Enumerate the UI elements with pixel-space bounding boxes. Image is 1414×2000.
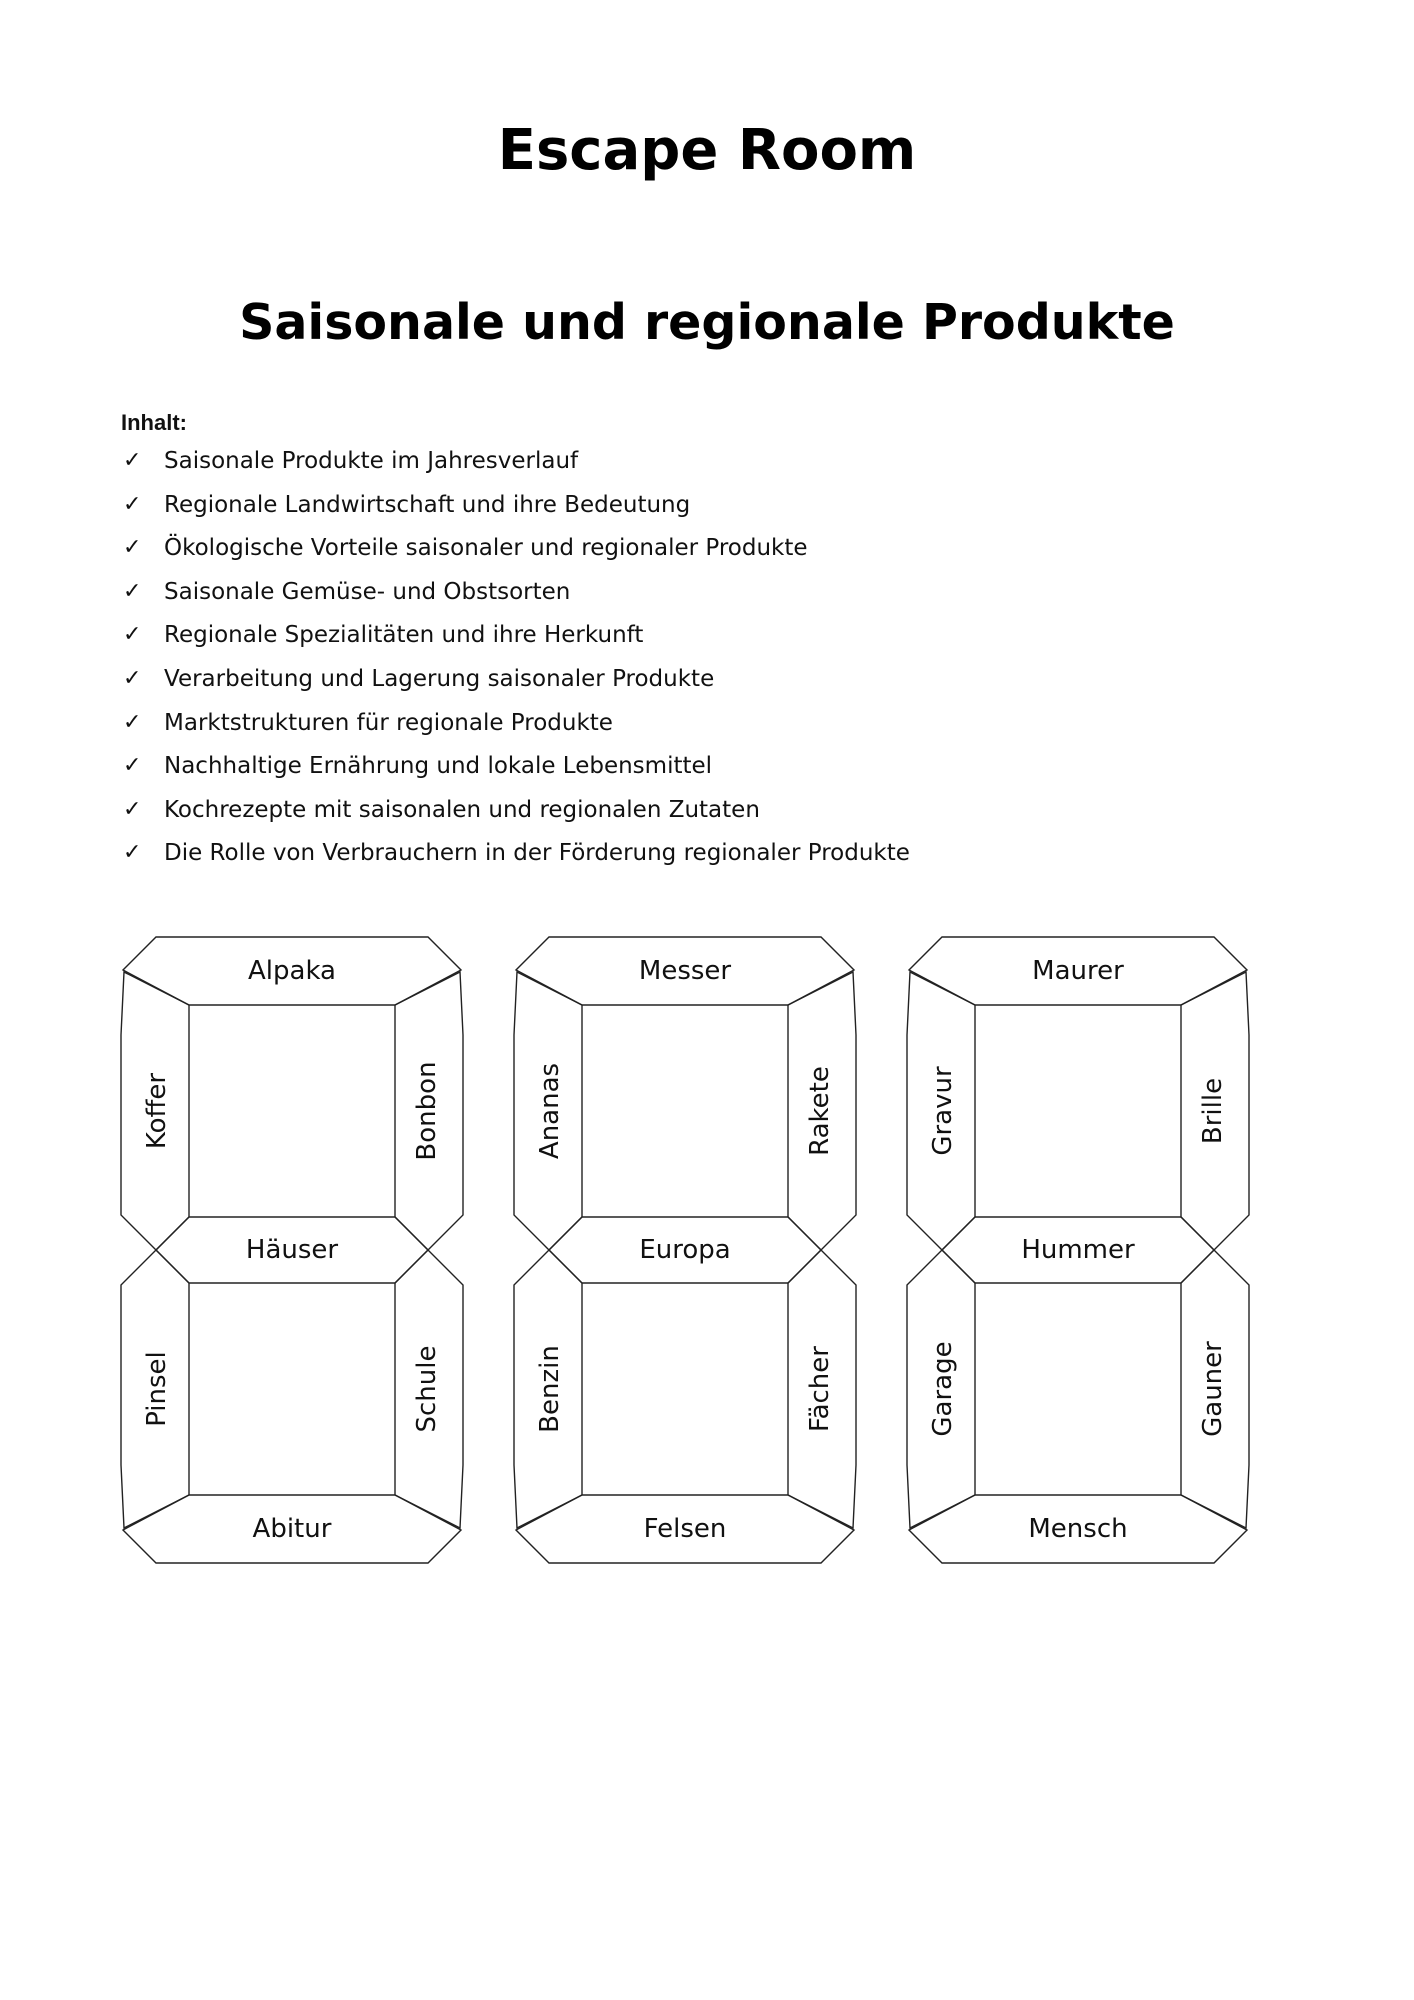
check-icon: ✓ <box>123 709 142 735</box>
segment-label-middle: Häuser <box>245 1235 339 1265</box>
topic-text: Ökologische Vorteile saisonaler und regionaler Produkte <box>164 535 808 562</box>
segment-label-middle: Europa <box>639 1235 731 1265</box>
topic-text: Kochrezepte mit saisonalen und regionalen Zutaten <box>164 796 760 823</box>
topic-text: Verarbeitung und Lagerung saisonaler Produkte <box>164 665 715 692</box>
segment-label-bottom: Felsen <box>643 1514 727 1544</box>
content-label: Inhalt: <box>121 410 187 435</box>
segment-label-upper-left: Koffer <box>142 1072 172 1150</box>
digit-1 <box>121 937 463 1563</box>
check-icon: ✓ <box>123 448 142 473</box>
segment-label-lower-right: Fächer <box>805 1346 835 1432</box>
segment-label-lower-left: Benzin <box>535 1345 565 1433</box>
topic-text: Saisonale Produkte im Jahresverlauf <box>164 448 579 474</box>
topic-text: Nachhaltige Ernährung und lokale Lebensmittel <box>164 753 713 780</box>
segment-label-lower-left: Garage <box>928 1341 958 1437</box>
check-icon: ✓ <box>123 665 142 691</box>
topic-text: Regionale Landwirtschaft und ihre Bedeutung <box>164 491 691 518</box>
digit-3 <box>907 937 1249 1563</box>
segment-label-bottom: Mensch <box>1028 1514 1128 1544</box>
check-icon: ✓ <box>123 491 142 517</box>
topic-text: Die Rolle von Verbrauchern in der Förderung regionaler Produkte <box>164 840 910 867</box>
segment-label-top: Alpaka <box>248 956 336 986</box>
segment-label-upper-right: Rakete <box>805 1066 835 1156</box>
check-icon: ✓ <box>123 535 142 561</box>
segment-label-upper-left: Gravur <box>928 1066 958 1156</box>
segment-label-upper-right: Brille <box>1198 1077 1228 1145</box>
segment-label-lower-right: Schule <box>412 1345 442 1433</box>
check-icon: ✓ <box>123 622 142 648</box>
check-icon: ✓ <box>123 753 142 779</box>
segment-label-lower-right: Gauner <box>1198 1341 1228 1437</box>
segment-label-top: Maurer <box>1032 956 1124 986</box>
check-icon: ✓ <box>123 840 142 866</box>
topic-text: Saisonale Gemüse- und Obstsorten <box>164 578 571 605</box>
check-icon: ✓ <box>123 796 142 822</box>
segment-label-top: Messer <box>638 956 732 986</box>
digit-2 <box>514 937 856 1563</box>
page-subtitle: Saisonale und regionale Produkte <box>239 294 1175 351</box>
check-icon: ✓ <box>123 578 142 604</box>
segment-label-lower-left: Pinsel <box>142 1351 172 1427</box>
segment-label-upper-left: Ananas <box>535 1062 565 1160</box>
segment-label-bottom: Abitur <box>252 1514 332 1544</box>
segment-label-upper-right: Bonbon <box>412 1061 442 1161</box>
topic-text: Regionale Spezialitäten und ihre Herkunft <box>164 622 644 649</box>
segment-label-middle: Hummer <box>1021 1235 1135 1265</box>
page-title: Escape Room <box>497 118 917 183</box>
topic-text: Marktstrukturen für regionale Produkte <box>164 709 613 736</box>
